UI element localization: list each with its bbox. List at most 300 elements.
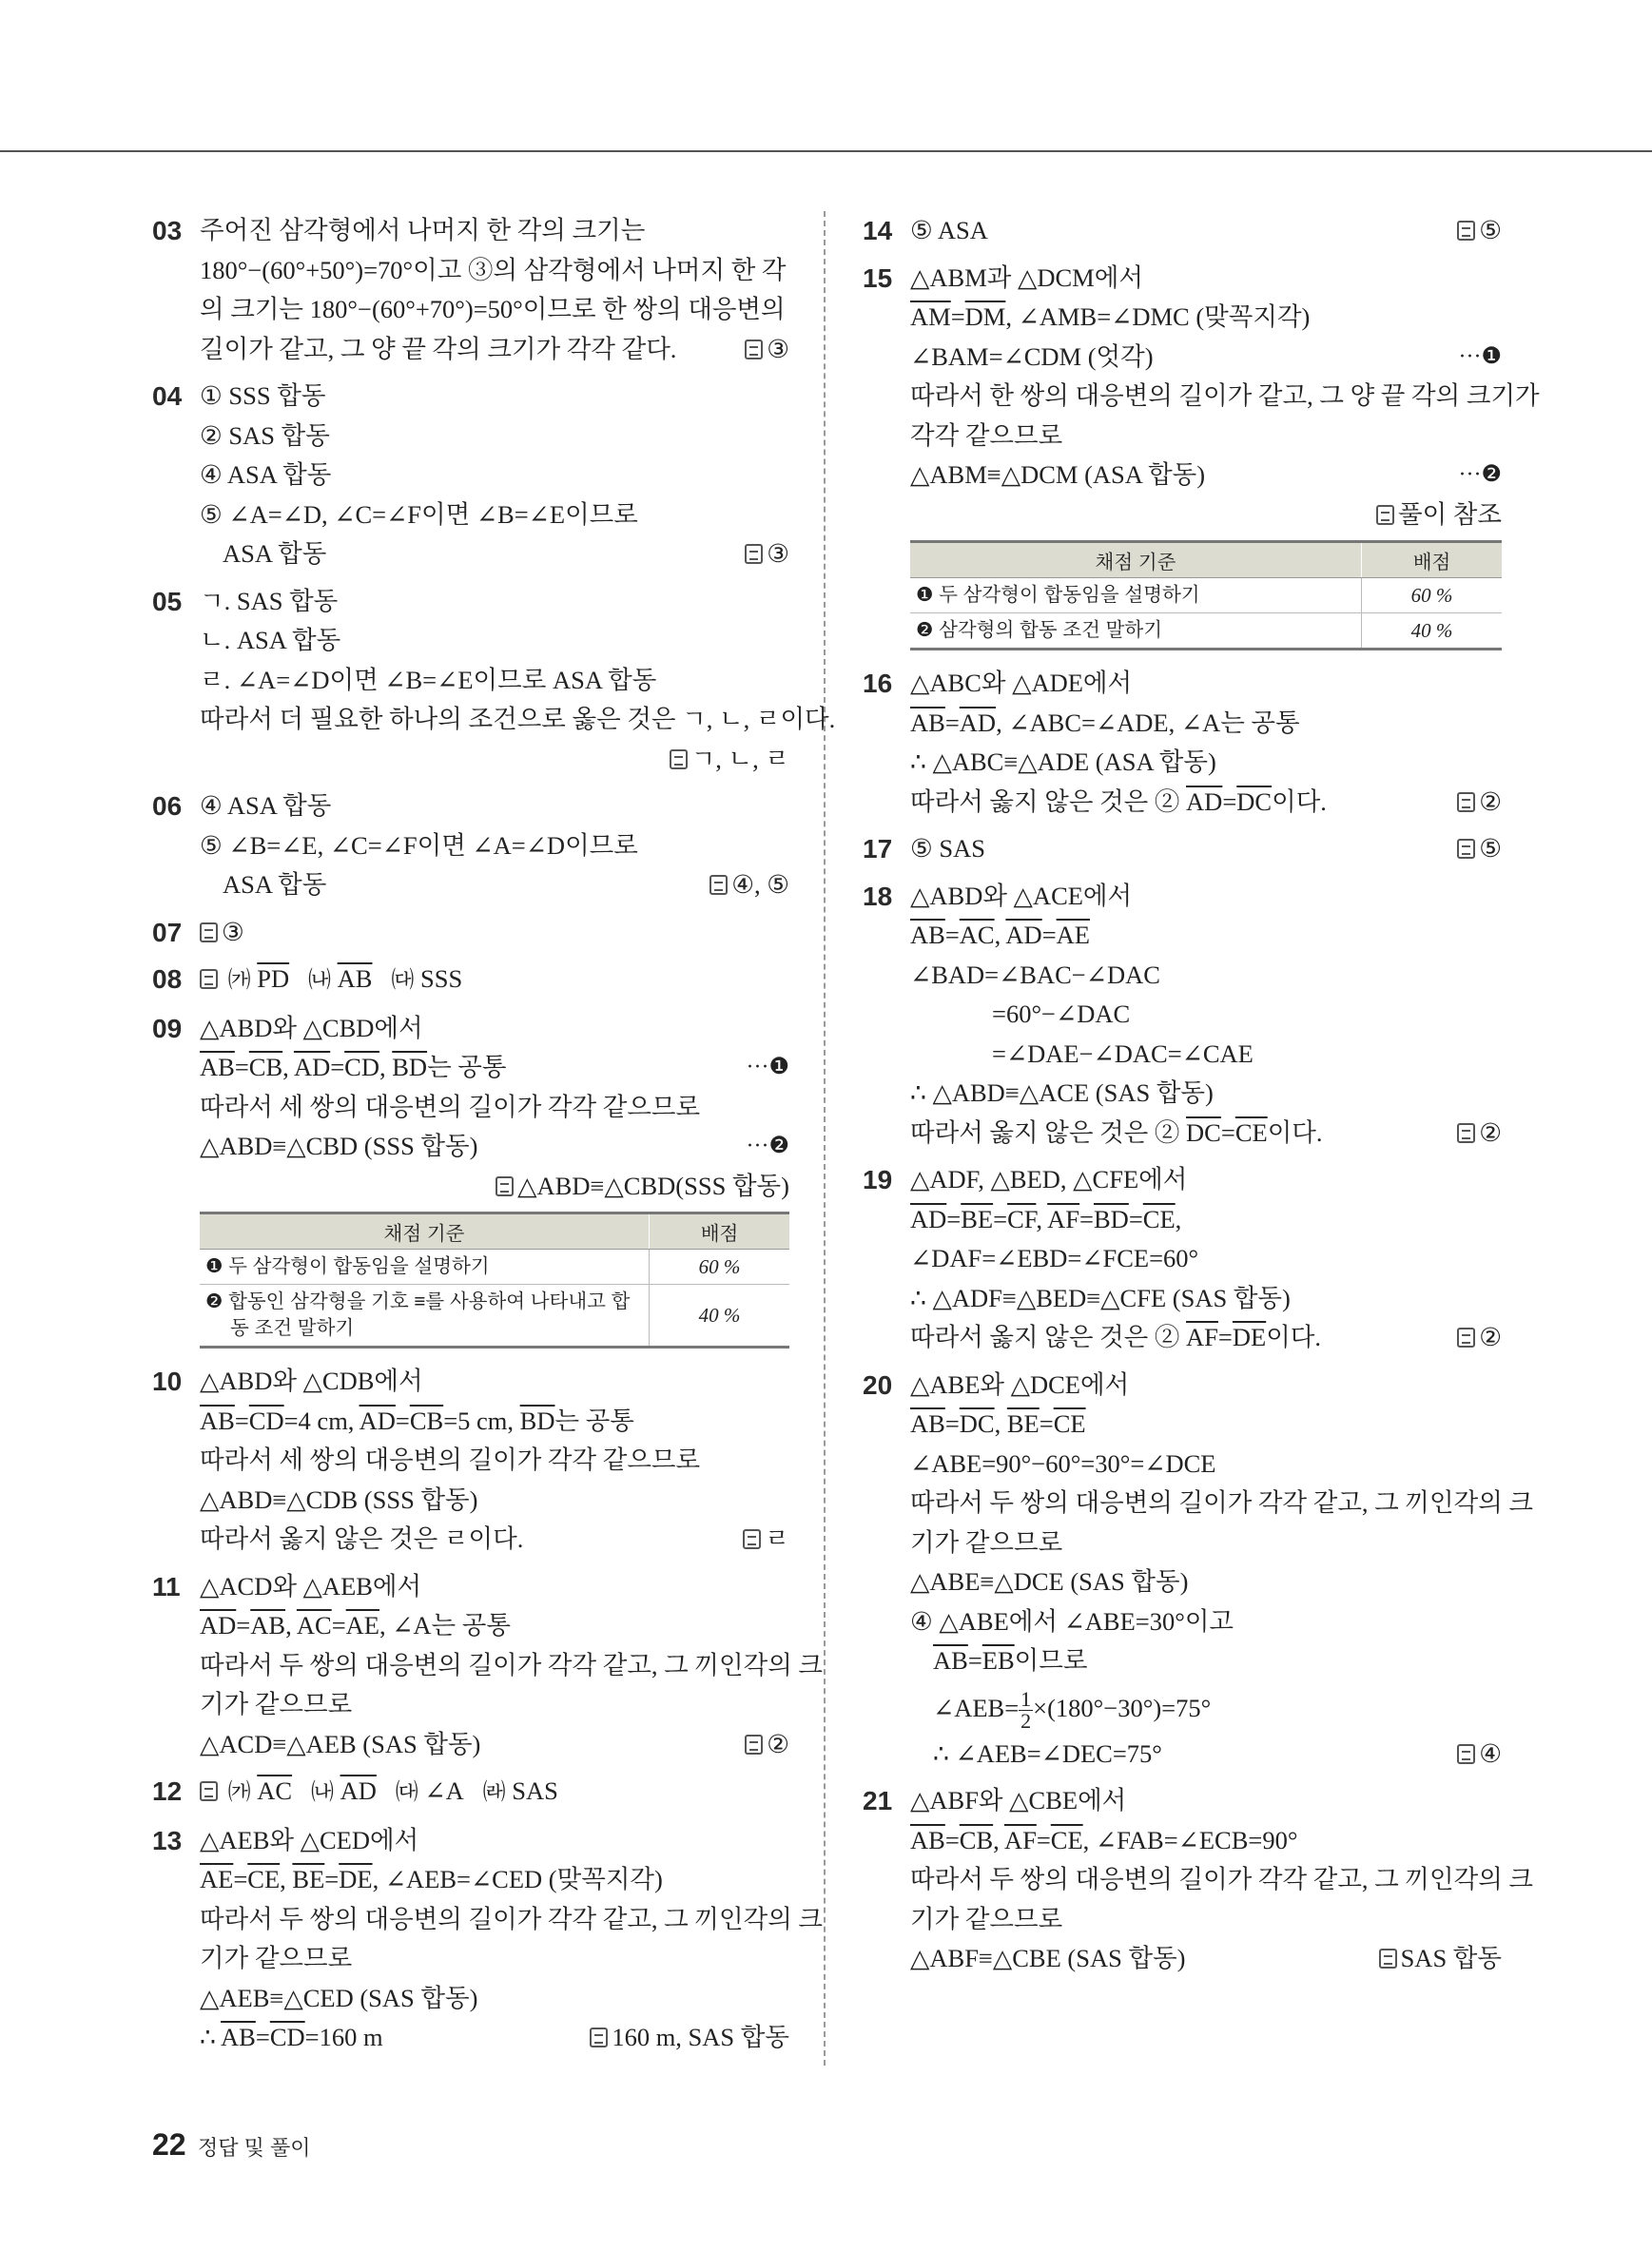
text-line: ∠ABE=90°−60°=30°=∠DCE (910, 1448, 1216, 1478)
text-span: ASA 합동 (223, 539, 327, 568)
problem-09 (152, 1009, 789, 1349)
text-line: 기가 같으므로 (200, 1944, 353, 1972)
text-line (910, 1114, 1502, 1154)
answer-icon (496, 1176, 514, 1196)
answer (1457, 211, 1502, 251)
segment: $\overline{CE}$ (1142, 1204, 1176, 1233)
page-footer (152, 2127, 311, 2163)
segment: $\overline{AB}$ (250, 1611, 286, 1640)
answer-text: ⑤ (1479, 216, 1502, 244)
text-span: = (324, 1865, 340, 1893)
grading-table (910, 540, 1502, 650)
text-line: 따라서 두 쌍의 대응변의 길이가 각각 같고, 그 끼인각의 크 (910, 1865, 1534, 1893)
problem-number: 06 (152, 791, 183, 821)
table-cell: ❶ 두 삼각형이 합동임을 설명하기 (910, 578, 1362, 613)
answer-icon (1379, 1949, 1397, 1969)
text-span: , (282, 1053, 294, 1081)
text-line: △ABE와 △DCE에서 (910, 1369, 1130, 1399)
text-line: △ADF, △BED, △CFE에서 (910, 1165, 1188, 1193)
text-span: = (234, 1053, 249, 1081)
text-line (910, 1641, 1502, 1681)
problem-number: 13 (152, 1825, 183, 1855)
segment: $\overline{AB}$ (910, 921, 945, 949)
text-line: 따라서 세 쌍의 대응변의 길이가 각각 같으므로 (200, 1092, 701, 1121)
segment: $\overline{AF}$ (1047, 1204, 1080, 1233)
segment: $\overline{AD}$ (1005, 921, 1042, 949)
table-cell: 40 % (650, 1285, 790, 1348)
problem-06 (152, 786, 789, 905)
segment: $\overline{CB}$ (409, 1406, 444, 1435)
text-line: △ACD와 △AEB에서 (200, 1571, 422, 1601)
answer-icon (200, 1781, 218, 1801)
segment: $\overline{DC}$ (959, 1409, 995, 1438)
text-span: △ABD≡△CBD (SSS 합동) (200, 1132, 478, 1160)
text-span: = (967, 1646, 982, 1675)
answer-text: ② (767, 1729, 789, 1758)
text-span: 따라서 옳지 않은 것은 ㄹ이다. (200, 1524, 524, 1553)
text-span: △ABM≡△DCM (ASA 합동) (910, 460, 1206, 489)
blank-label: ㈎ (227, 1780, 251, 1805)
segment: $\overline{BE}$ (961, 1204, 994, 1233)
text-span: , (1036, 1204, 1048, 1233)
problem-number: 16 (863, 669, 893, 698)
segment: $\overline{AD}$ (200, 1611, 237, 1640)
text-span: , ∠AMB=∠DMC (맞꼭지각) (1005, 302, 1311, 331)
segment: $\overline{AB}$ (910, 1409, 945, 1438)
segment: $\overline{AB}$ (910, 708, 945, 737)
answer (745, 1725, 789, 1765)
answer-text: ㄱ, ㄴ, ㄹ (690, 744, 789, 773)
segment: $\overline{AC}$ (959, 921, 995, 949)
segment: $\overline{CD}$ (344, 1053, 379, 1081)
text-line (910, 211, 1502, 251)
text-span: = (1039, 1409, 1054, 1438)
text-line: 따라서 두 쌍의 대응변의 길이가 각각 같고, 그 끼인각의 크 (910, 1488, 1534, 1517)
table-header: 배점 (650, 1213, 790, 1250)
answer-text: ③ (222, 917, 244, 946)
text-line: ㄴ. ASA 합동 (200, 626, 341, 654)
text-span: = (944, 1409, 960, 1438)
segment: $\overline{CB}$ (248, 1053, 283, 1081)
text-span (910, 1114, 1323, 1154)
blank-label: ㈏ (308, 968, 332, 993)
table-header: 채점 기준 (910, 542, 1362, 578)
answer-icon (1457, 792, 1475, 812)
text-line (200, 1402, 789, 1442)
segment: $\overline{BD}$ (519, 1406, 555, 1435)
answer-icon (745, 1735, 763, 1755)
text-span: = (993, 1204, 1008, 1233)
problem-07 (152, 913, 789, 953)
text-line: 각각 같으므로 (910, 420, 1063, 450)
segment: $\overline{BE}$ (1006, 1409, 1040, 1438)
answer (200, 960, 789, 1001)
segment: $\overline{AD}$ (910, 1204, 947, 1233)
problem-12 (152, 1772, 789, 1814)
text-span: ×(180°−30°)=75° (1033, 1693, 1212, 1722)
answer (1457, 1318, 1502, 1358)
grading-table (200, 1212, 789, 1349)
segment: $\overline{BD}$ (1094, 1204, 1129, 1233)
text-line (200, 330, 789, 370)
segment: $\overline{AB}$ (221, 2023, 256, 2051)
segment: $\overline{EB}$ (981, 1646, 1015, 1675)
step-marker: ···❶ (1458, 343, 1502, 369)
text-line (910, 456, 1502, 495)
text-line (910, 1735, 1502, 1775)
blank-value: $\overline{AD}$ (340, 1776, 377, 1805)
blank-label: ㈐ (391, 968, 415, 993)
text-line: △ABC와 △ADE에서 (910, 669, 1133, 697)
answer-text: 풀이 참조 (1397, 499, 1502, 529)
answer-text: ② (1479, 1117, 1502, 1147)
text-span: 는 공통 (427, 1053, 507, 1081)
text-line: △AEB와 △CED에서 (200, 1825, 419, 1854)
problem-number: 15 (863, 262, 893, 293)
problem-number: 09 (152, 1013, 183, 1043)
text-line: ④ ASA 합동 (200, 460, 332, 489)
segment: $\overline{AF}$ (1186, 1323, 1218, 1351)
text-line: △ABD≡△CDB (SSS 합동) (200, 1484, 478, 1514)
text-span: △ACD≡△AEB (SAS 합동) (200, 1729, 481, 1758)
text-line: △ABE≡△DCE (SAS 합동) (910, 1567, 1189, 1596)
answer (1379, 1939, 1502, 1979)
blank-value: SAS (512, 1776, 558, 1805)
text-span: ❷ 합동인 삼각형을 기호 ≡를 사용하여 나타내고 합 (205, 1290, 631, 1312)
text-line (910, 1200, 1502, 1240)
text-line (910, 916, 1502, 956)
text-span: , (379, 1053, 393, 1081)
answer-icon (745, 544, 763, 564)
blank-value: SSS (419, 964, 463, 993)
text-span: = (1128, 1204, 1143, 1233)
text-span (910, 783, 1327, 823)
answer (745, 330, 789, 370)
text-line (910, 1821, 1502, 1861)
answer-text: ③ (767, 539, 789, 568)
answer-icon (590, 2028, 608, 2047)
text-line (910, 1681, 1502, 1735)
answer-text: ② (1479, 1323, 1502, 1351)
answer-icon (709, 875, 728, 895)
text-line (200, 1860, 789, 1900)
page-number: 22 (152, 2127, 186, 2162)
answer-text: ② (1479, 786, 1502, 816)
segment: $\overline{AD}$ (359, 1406, 396, 1435)
answer (1457, 1735, 1502, 1775)
blank-label: ㈏ (310, 1780, 334, 1805)
text-span: ∴ ∠AEB=∠DEC=75° (933, 1738, 1162, 1768)
text-line: 기가 같으므로 (200, 1690, 353, 1718)
text-line: =∠DAE−∠DAC=∠CAE (992, 1038, 1254, 1068)
problem-18 (863, 877, 1502, 1154)
problem-number: 07 (152, 917, 183, 947)
text-line: =60°−∠DAC (992, 999, 1131, 1028)
answer (1457, 829, 1502, 869)
text-span: , ∠ABC=∠ADE, ∠A는 공통 (996, 708, 1300, 737)
answer-text: ④ (1479, 1738, 1502, 1768)
segment: $\overline{AD}$ (1186, 786, 1223, 816)
text-line: 따라서 한 쌍의 대응변의 길이가 같고, 그 양 끝 각의 크기가 (910, 381, 1540, 410)
answer-text: ④, ⑤ (731, 870, 789, 899)
text-line: ⑤ ∠A=∠D, ∠C=∠F이면 ∠B=∠E이므로 (200, 499, 638, 529)
text-span: ∴ (200, 2023, 222, 2051)
text-line: ∴ △ADF≡△BED≡△CFE (SAS 합동) (910, 1283, 1291, 1312)
segment: $\overline{AE}$ (1056, 921, 1090, 949)
text-span: = (331, 1611, 346, 1640)
text-line: ④ ASA 합동 (200, 791, 332, 820)
text-span: = (946, 1204, 962, 1233)
problem-number: 12 (152, 1776, 183, 1806)
segment: $\overline{CD}$ (248, 1406, 284, 1435)
problem-number: 21 (863, 1786, 893, 1815)
problem-number: 18 (863, 881, 893, 911)
text-span: ⑤ ASA (910, 216, 988, 244)
text-line: ∴ △ABD≡△ACE (SAS 합동) (910, 1078, 1214, 1107)
segment: $\overline{AM}$ (910, 302, 951, 331)
text-line (200, 1127, 789, 1167)
text-line (910, 704, 1502, 744)
answer (200, 740, 789, 780)
problem-number: 04 (152, 381, 183, 411)
problem-number: 03 (152, 216, 183, 245)
problem-number: 20 (863, 1369, 893, 1400)
text-span: = (1217, 1323, 1233, 1351)
table-cell: 40 % (1362, 613, 1503, 650)
blank-label: ㈑ (482, 1780, 506, 1805)
text-span: = (1222, 786, 1237, 816)
header-rule (0, 150, 1652, 152)
answer-icon (200, 922, 218, 942)
text-line: △ABM과 △DCM에서 (910, 262, 1143, 292)
table-cell: 60 % (1362, 578, 1503, 613)
text-span: ∠BAM=∠CDM (엇각) (910, 341, 1154, 371)
left-column (152, 211, 836, 2066)
segment: $\overline{AB}$ (200, 1406, 235, 1435)
text-span: = (950, 302, 965, 331)
text-line (910, 1318, 1502, 1358)
problem-04 (152, 377, 789, 574)
text-line: 주어진 삼각형에서 나머지 한 각의 크기는 (200, 216, 646, 244)
text-span: , (994, 921, 1006, 949)
answer (590, 2018, 789, 2058)
problem-05 (152, 582, 836, 780)
text-line (910, 783, 1502, 823)
text-span: 이다. (1266, 1323, 1322, 1351)
text-span: ⑤ SAS (910, 834, 985, 863)
text-line: △ABD와 △CDB에서 (200, 1367, 423, 1395)
blank-value: ∠A (424, 1776, 464, 1805)
text-line (200, 865, 789, 905)
text-span: = (1220, 1117, 1235, 1147)
text-line: 따라서 두 쌍의 대응변의 길이가 각각 같고, 그 끼인각의 크 (200, 1904, 824, 1933)
problem-10 (152, 1362, 789, 1560)
problem-number: 11 (152, 1571, 181, 1601)
text-span: = (944, 921, 960, 949)
segment: $\overline{CF}$ (1007, 1204, 1037, 1233)
answer-text: ③ (767, 334, 789, 363)
footer-title: 정답 및 풀이 (198, 2136, 311, 2160)
text-span: =5 cm, (443, 1406, 520, 1435)
problem-15 (863, 259, 1540, 651)
column-divider (824, 211, 826, 2066)
answer-icon (745, 340, 763, 359)
text-line: ㄹ. ∠A=∠D이면 ∠B=∠E이므로 ASA 합동 (200, 665, 657, 694)
text-line (910, 1939, 1502, 1979)
answer-icon (1457, 839, 1475, 859)
text-span: = (236, 1611, 251, 1640)
answer (745, 534, 789, 574)
text-span: 길이가 같고, 그 양 끝 각의 크기가 각각 같다. (200, 334, 677, 363)
text-span: ASA 합동 (223, 870, 327, 899)
answer (200, 1772, 789, 1814)
text-span: = (330, 1053, 345, 1081)
text-span: 이므로 (1014, 1646, 1088, 1675)
segment: $\overline{BE}$ (292, 1865, 325, 1893)
text-line (910, 1405, 1502, 1445)
answer-icon (1457, 1123, 1475, 1143)
segment: $\overline{AF}$ (1003, 1825, 1037, 1854)
segment: $\overline{CD}$ (269, 2023, 305, 2051)
segment: $\overline{AB}$ (933, 1646, 968, 1675)
problem-number: 17 (863, 834, 893, 864)
text-line (910, 829, 1502, 869)
text-line: 180°−(60°+50°)=70°이고 ③의 삼각형에서 나머지 한 각 (200, 255, 787, 284)
text-line (200, 1606, 789, 1646)
text-span: 따라서 옳지 않은 것은 ② (910, 1117, 1187, 1147)
answer-icon (1457, 221, 1475, 241)
problem-20 (863, 1366, 1534, 1775)
problem-13 (152, 1821, 824, 2058)
problem-21 (863, 1781, 1534, 1979)
problem-14 (863, 211, 1502, 251)
text-line: 의 크기는 180°−(60°+70°)=50°이므로 한 쌍의 대응변의 (200, 295, 786, 323)
text-line (200, 1725, 789, 1765)
fraction (1019, 1686, 1033, 1733)
table-cell (200, 1285, 650, 1348)
answer-icon (1457, 1744, 1475, 1764)
text-span: 이다. (1267, 1117, 1323, 1147)
text-line: ㄱ. SAS 합동 (200, 586, 339, 615)
answer-text: SAS 합동 (1400, 1944, 1502, 1972)
problem-17 (863, 829, 1502, 869)
segment: $\overline{DE}$ (339, 1865, 373, 1893)
text-span: = (1041, 921, 1057, 949)
denominator: 2 (1020, 1708, 1032, 1733)
segment: $\overline{DE}$ (1232, 1323, 1267, 1351)
problem-16 (863, 664, 1502, 822)
text-line: △ABF와 △CBE에서 (910, 1786, 1127, 1814)
table-cell: 60 % (650, 1250, 790, 1285)
problem-03 (152, 211, 789, 369)
text-line: ② SAS 합동 (200, 420, 330, 450)
text-line: △AEB≡△CED (SAS 합동) (200, 1983, 478, 2012)
segment: $\overline{DC}$ (1236, 786, 1273, 816)
answer-text: △ABD≡△CBD(SSS 합동) (517, 1171, 789, 1200)
answer (1457, 783, 1502, 823)
blank-label: ㈐ (395, 1780, 418, 1805)
text-line (200, 2018, 789, 2058)
text-line: △ABD와 △ACE에서 (910, 881, 1133, 910)
segment: $\overline{CE}$ (1053, 1409, 1086, 1438)
text-line (910, 338, 1502, 378)
table-cell: ❶ 두 삼각형이 합동임을 설명하기 (200, 1250, 650, 1285)
text-span: , (1175, 1204, 1182, 1233)
text-line: ∴ △ABC≡△ADE (ASA 합동) (910, 747, 1216, 776)
answer-text: ⑤ (1479, 834, 1502, 863)
segment: $\overline{AE}$ (200, 1865, 234, 1893)
text-line (910, 298, 1502, 338)
problem-number: 08 (152, 964, 183, 994)
segment: $\overline{DM}$ (964, 302, 1006, 331)
answer-text: 160 m, SAS 합동 (612, 2023, 789, 2051)
text-span (200, 2018, 383, 2058)
segment: $\overline{BD}$ (392, 1053, 428, 1081)
text-line: △ABD와 △CBD에서 (200, 1013, 423, 1042)
text-span: 따라서 옳지 않은 것은 ② (910, 786, 1187, 816)
step-marker: ···❶ (746, 1055, 789, 1079)
problem-number: 19 (863, 1165, 893, 1194)
problem-08 (152, 960, 789, 1001)
answer-icon (743, 1529, 761, 1549)
text-line: ∠BAD=∠BAC−∠DAC (910, 960, 1160, 989)
answer (743, 1520, 789, 1560)
text-line: 따라서 더 필요한 하나의 조건으로 옳은 것은 ㄱ, ㄴ, ㄹ이다. (200, 705, 836, 733)
answer (709, 865, 789, 905)
segment: $\overline{AC}$ (296, 1611, 332, 1640)
problem-number: 05 (152, 586, 183, 616)
text-line (200, 1048, 789, 1088)
text-span: 동 조건 말하기 (230, 1317, 355, 1339)
text-span: = (395, 1406, 410, 1435)
segment: $\overline{DC}$ (1186, 1117, 1221, 1147)
segment: $\overline{CE}$ (247, 1865, 281, 1893)
text-line: 기가 같으므로 (910, 1527, 1063, 1557)
answer-icon (200, 969, 218, 989)
answer-icon (1457, 1328, 1475, 1348)
problem-number: 10 (152, 1367, 183, 1396)
text-span: 이다. (1272, 786, 1327, 816)
blank-value: $\overline{PD}$ (257, 964, 290, 993)
step-marker: ···❷ (1458, 462, 1502, 487)
problem-number: 14 (863, 216, 893, 245)
text-span: , (280, 1865, 293, 1893)
text-span: = (1079, 1204, 1094, 1233)
segment: $\overline{AD}$ (293, 1053, 331, 1081)
answer-text: ㄹ (765, 1524, 789, 1553)
blank-value: $\overline{AB}$ (337, 964, 373, 993)
table-header: 배점 (1362, 542, 1503, 578)
blank-value: $\overline{AC}$ (257, 1776, 293, 1805)
text-span: =160 m (304, 2023, 383, 2051)
answer (200, 1167, 789, 1207)
text-span: ∠AEB= (933, 1693, 1020, 1722)
answer (1457, 1114, 1502, 1154)
text-span: , (285, 1611, 297, 1640)
segment: $\overline{CE}$ (1050, 1825, 1083, 1854)
text-span: 따라서 옳지 않은 것은 ② (910, 1323, 1187, 1351)
text-line: ⑤ ∠B=∠E, ∠C=∠F이면 ∠A=∠D이므로 (200, 830, 638, 860)
segment: $\overline{AD}$ (959, 708, 997, 737)
text-span: 는 공통 (554, 1406, 634, 1435)
table-cell: ❷ 삼각형의 합동 조건 말하기 (910, 613, 1362, 650)
text-line: ④ △ABE에서 ∠ABE=30°이고 (910, 1606, 1234, 1636)
text-line (200, 534, 789, 574)
text-span: = (1036, 1825, 1051, 1854)
text-span (910, 1318, 1321, 1358)
answer-icon (670, 749, 688, 769)
text-line (200, 1520, 789, 1560)
